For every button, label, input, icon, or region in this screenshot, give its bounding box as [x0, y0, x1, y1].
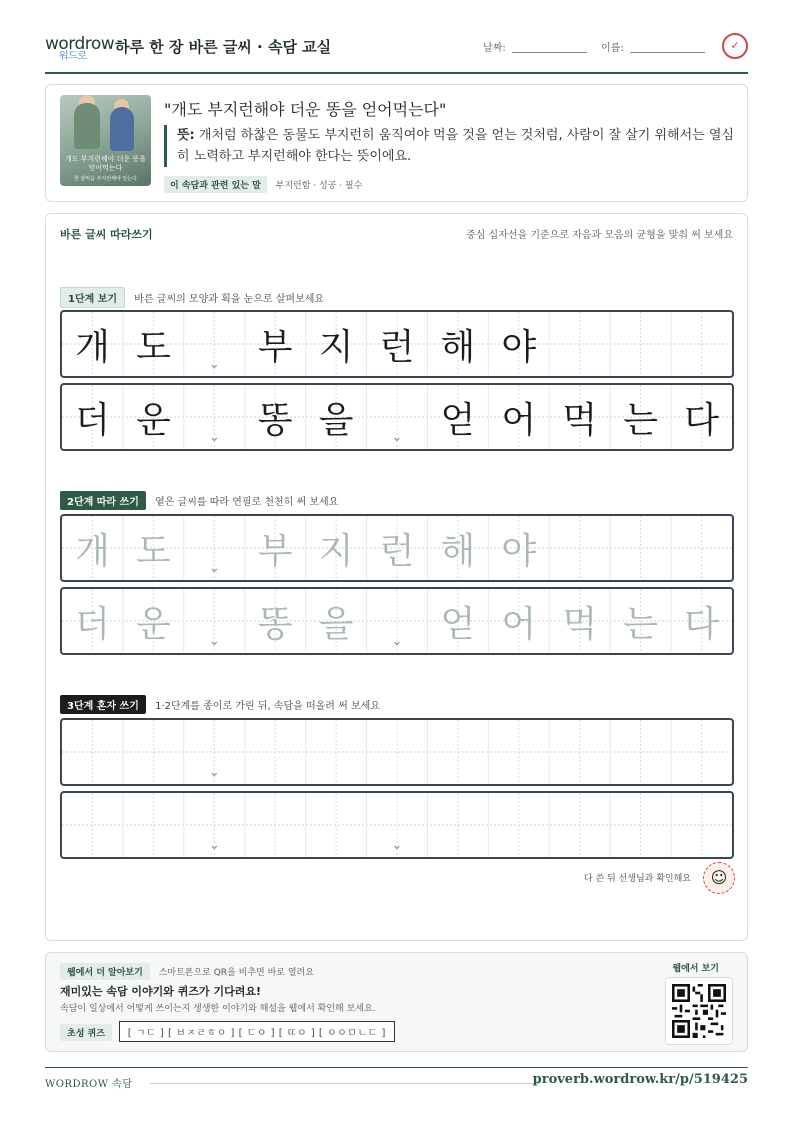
writing-cell[interactable]: [184, 720, 245, 784]
writing-cell[interactable]: [671, 589, 732, 653]
proverb-meaning: [164, 125, 734, 167]
writing-cell: [488, 312, 549, 376]
writing-cell[interactable]: [306, 793, 367, 857]
space-mark-icon: ⌄: [208, 357, 220, 372]
space-mark-icon: ⌄: [208, 765, 220, 780]
writing-cell[interactable]: [427, 516, 488, 580]
space-mark-icon: ⌄: [391, 634, 403, 649]
writing-cell[interactable]: [306, 720, 367, 784]
step1-tag: 1단계 보기: [60, 287, 125, 308]
writing-cell[interactable]: [549, 589, 610, 653]
writing-cell[interactable]: [123, 589, 184, 653]
char-glyph: 을: [318, 603, 354, 645]
writing-cell[interactable]: [367, 720, 428, 784]
writing-cell: [123, 385, 184, 449]
writing-cells: [62, 385, 732, 449]
char-glyph: 부: [257, 326, 293, 368]
proverb-title: "개도 부지런해야 더운 똥을 얻어먹는다": [164, 100, 447, 119]
writing-cell: [671, 385, 732, 449]
char-glyph: 는: [623, 399, 658, 441]
char-glyph: 다: [684, 603, 719, 645]
writing-cell: [549, 312, 610, 376]
char-glyph: 운: [135, 399, 171, 441]
step3-row-2[interactable]: [60, 791, 734, 859]
step2-tag: 2단계 따라 쓰기: [60, 491, 146, 510]
qr-icon: [672, 984, 726, 1038]
writing-cell: [306, 385, 367, 449]
writing-cell[interactable]: [123, 720, 184, 784]
writing-cells: [62, 589, 732, 653]
writing-cell[interactable]: [367, 793, 428, 857]
proverb-card: [45, 84, 748, 202]
writing-cell: [671, 312, 732, 376]
meaning-label: 뜻:: [177, 128, 195, 143]
footer-rule: [150, 1083, 540, 1084]
char-glyph: 런: [379, 326, 415, 368]
writing-cell[interactable]: [671, 516, 732, 580]
logo-sub: 워드로: [59, 51, 87, 62]
writing-cell: [610, 385, 671, 449]
wordrow-logo: [45, 34, 115, 62]
char-glyph: 얻: [440, 603, 476, 645]
illustration-caption: 개도 부지런해야 더운 똥을 얻어먹는다: [64, 155, 147, 172]
date-label: 날짜:: [483, 43, 506, 54]
footer-brand: WORDROW 속담: [45, 1079, 133, 1090]
writing-cell[interactable]: [245, 516, 306, 580]
writing-cell: [62, 385, 123, 449]
writing-cell: [549, 385, 610, 449]
illustration-subcaption: 한 끝마음 부지런해야 얻는다: [74, 176, 137, 182]
char-glyph: 야: [501, 530, 537, 572]
writing-cell: [367, 312, 428, 376]
writing-cell[interactable]: [549, 516, 610, 580]
writing-cells: [62, 793, 732, 857]
practice-hint: 중심 십자선을 기준으로 자음과 모음의 균형을 맞춰 써 보세요: [466, 230, 733, 241]
writing-cell: [488, 385, 549, 449]
writing-cell[interactable]: [62, 516, 123, 580]
writing-cell[interactable]: [427, 589, 488, 653]
char-glyph: 야: [501, 326, 537, 368]
step3-heading: [60, 695, 380, 714]
char-glyph: 도: [135, 530, 171, 572]
writing-cell[interactable]: [671, 793, 732, 857]
writing-cell: [123, 312, 184, 376]
step3-tag: 3단계 혼자 쓰기: [60, 695, 146, 714]
char-glyph: 똥: [257, 399, 293, 441]
char-glyph: 개: [75, 326, 110, 368]
check-note: 다 쓴 뒤 선생님과 확인해요: [583, 874, 691, 884]
writing-cell[interactable]: [184, 516, 245, 580]
space-mark-icon: ⌄: [208, 838, 220, 853]
writing-cell[interactable]: [488, 516, 549, 580]
footer-divider: [45, 1067, 748, 1068]
step3-row-1[interactable]: [60, 718, 734, 786]
writing-cells: [62, 312, 732, 376]
char-glyph: 먹: [562, 399, 598, 441]
step2-desc: 옅은 글씨를 따라 연필로 천천히 써 보세요: [155, 497, 339, 508]
initial-quiz: [60, 1021, 395, 1042]
writing-cell[interactable]: [488, 720, 549, 784]
qr-code[interactable]: [665, 977, 733, 1045]
writing-cell[interactable]: [488, 793, 549, 857]
writing-cell[interactable]: [367, 516, 428, 580]
writing-cell[interactable]: [367, 589, 428, 653]
practice-title: 바른 글씨 따라쓰기: [60, 228, 153, 241]
web-heading: [60, 963, 314, 980]
writing-cell[interactable]: [184, 589, 245, 653]
writing-cell[interactable]: [306, 589, 367, 653]
meaning-text: 개처럼 하찮은 동물도 부지런히 움직여야 먹을 것을 얻는 것처럼, 사람이 잘 살기 위해서는 열심히 노력하고 부지런해야 한다는 뜻이에요.: [177, 128, 734, 164]
step1-row-1: [60, 310, 734, 378]
page-title: 하루 한 장 바른 글씨 · 속담 교실: [115, 38, 332, 56]
writing-cell: [610, 312, 671, 376]
practice-panel: [45, 213, 748, 941]
writing-cell[interactable]: [245, 720, 306, 784]
char-glyph: 개: [75, 530, 110, 572]
qr-label: 웹에서 보기: [672, 964, 719, 974]
writing-cell[interactable]: [62, 589, 123, 653]
related-label: 이 속담과 관련 있는 말: [164, 176, 267, 193]
writing-cell[interactable]: [549, 793, 610, 857]
char-glyph: 부: [257, 530, 293, 572]
char-glyph: 지: [318, 530, 354, 572]
char-glyph: 더: [75, 603, 110, 645]
writing-cell[interactable]: [62, 720, 123, 784]
related-list: 부지런함 · 성공 · 필수: [275, 181, 363, 191]
date-field[interactable]: [512, 52, 587, 53]
name-label: 이름:: [601, 43, 624, 54]
footer-url[interactable]: proverb.wordrow.kr/p/519425: [532, 1072, 748, 1087]
name-field[interactable]: [630, 52, 705, 53]
step1-desc: 바른 글씨의 모양과 획을 눈으로 살펴보세요: [134, 294, 325, 305]
char-glyph: 을: [318, 399, 354, 441]
writing-cell[interactable]: [306, 516, 367, 580]
writing-cell[interactable]: [610, 793, 671, 857]
char-glyph: 런: [379, 530, 415, 572]
writing-cell: [427, 385, 488, 449]
logo-text: wordrow: [45, 34, 115, 54]
char-glyph: 어: [501, 399, 537, 441]
writing-cell[interactable]: [123, 793, 184, 857]
writing-cell: [245, 312, 306, 376]
writing-cell: [184, 385, 245, 449]
char-glyph: 얻: [440, 399, 476, 441]
writing-cells: [62, 720, 732, 784]
writing-cells: [62, 516, 732, 580]
step1-heading: [60, 287, 324, 308]
writing-cell: [306, 312, 367, 376]
char-glyph: 도: [135, 326, 171, 368]
writing-cell[interactable]: [62, 793, 123, 857]
char-glyph: 는: [623, 603, 658, 645]
step2-heading: [60, 491, 338, 510]
char-glyph: 어: [501, 603, 537, 645]
check-stamp-icon: ✓: [722, 33, 748, 59]
writing-cell: [62, 312, 123, 376]
proverb-illustration: [60, 95, 151, 186]
char-glyph: 먹: [562, 603, 598, 645]
char-glyph: 다: [684, 399, 719, 441]
web-desc: 속담이 일상에서 어떻게 쓰이는지 생생한 이야기와 해설을 웹에서 확인해 보세요.: [60, 1004, 376, 1014]
page-header: [45, 30, 748, 74]
char-glyph: 해: [440, 530, 476, 572]
writing-cell[interactable]: [610, 720, 671, 784]
space-mark-icon: ⌄: [208, 634, 220, 649]
writing-cell: [184, 312, 245, 376]
char-glyph: 해: [440, 326, 476, 368]
quiz-tag: 초성 퀴즈: [60, 1024, 112, 1041]
writing-cell[interactable]: [123, 516, 184, 580]
char-glyph: 더: [75, 399, 110, 441]
space-mark-icon: ⌄: [208, 430, 220, 445]
quiz-text: [ ㄱㄷ ] [ ㅂㅈㄹㅎㅇ ] [ ㄷㅇ ] [ ㄸㅇ ] [ ㅇㅇㅁㄴㄷ ]: [119, 1021, 395, 1042]
space-mark-icon: ⌄: [391, 430, 403, 445]
related-words: [164, 176, 362, 193]
writing-cell[interactable]: [610, 589, 671, 653]
char-glyph: 똥: [257, 603, 293, 645]
writing-cell[interactable]: [427, 720, 488, 784]
writing-cell[interactable]: [610, 516, 671, 580]
space-mark-icon: ⌄: [391, 838, 403, 853]
step1-row-2: [60, 383, 734, 451]
char-glyph: 운: [135, 603, 171, 645]
writing-cell[interactable]: [549, 720, 610, 784]
step3-desc: 1·2단계를 종이로 가린 뒤, 속담을 떠올려 써 보세요: [155, 701, 380, 712]
web-tag: 웹에서 더 알아보기: [60, 963, 150, 980]
writing-cell[interactable]: [245, 589, 306, 653]
space-mark-icon: ⌄: [208, 561, 220, 576]
writing-cell: [245, 385, 306, 449]
web-subtitle: 스마트폰으로 QR을 비추면 바로 열려요: [158, 968, 314, 978]
web-title: 재미있는 속담 이야기와 퀴즈가 기다려요!: [60, 985, 261, 998]
writing-cell: [367, 385, 428, 449]
step2-row-2[interactable]: [60, 587, 734, 655]
writing-cell[interactable]: [671, 720, 732, 784]
writing-cell[interactable]: [184, 793, 245, 857]
step2-row-1[interactable]: [60, 514, 734, 582]
teacher-check-sticker-icon: ☺: [703, 862, 735, 894]
writing-cell[interactable]: [488, 589, 549, 653]
writing-cell[interactable]: [245, 793, 306, 857]
writing-cell[interactable]: [427, 793, 488, 857]
web-promo: [45, 952, 748, 1052]
writing-cell: [427, 312, 488, 376]
char-glyph: 지: [318, 326, 354, 368]
